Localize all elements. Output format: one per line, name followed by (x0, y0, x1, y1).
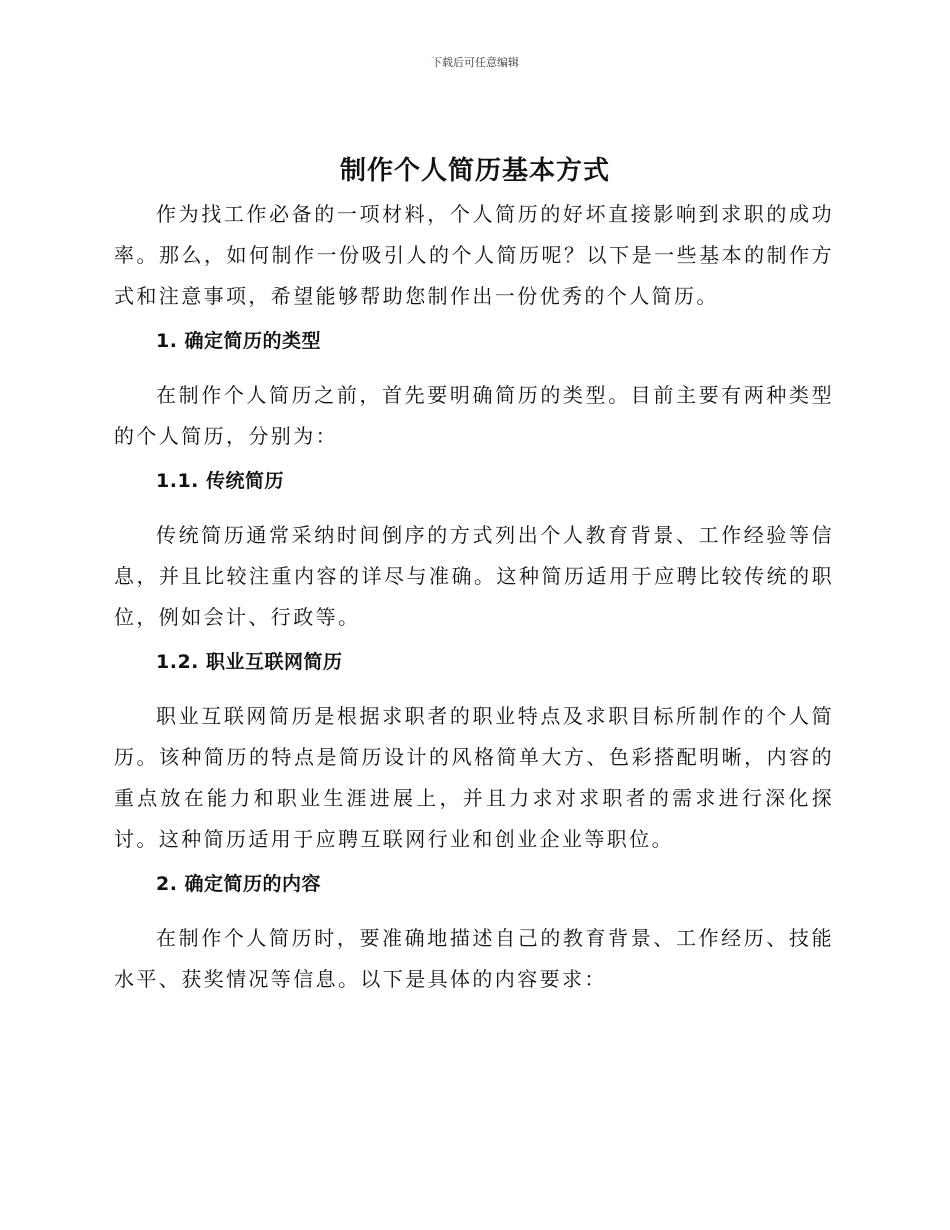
header-note: 下载后可任意编辑 (431, 56, 519, 69)
section-1-paragraph: 在制作个人简历之前，首先要明确简历的类型。目前主要有两种类型的个人简历，分别为： (114, 383, 834, 448)
section-2-paragraph: 在制作个人简历时，要准确地描述自己的教育背景、工作经历、技能水平、获奖情况等信息。以下是具体的内容要求： (114, 926, 834, 991)
section-1-heading: 1. 确定简历的类型 (156, 330, 322, 352)
intro-paragraph: 作为找工作必备的一项材料，个人简历的好坏直接影响到求职的成功率。那么，如何制作一份吸引人的个人简历呢？以下是一些基本的制作方式和注意事项，希望能够帮助您制作出一份优秀的个人简历。 (114, 202, 834, 308)
document-title: 制作个人简历基本方式 (339, 156, 610, 186)
section-1-2-heading: 1.2. 职业互联网简历 (156, 651, 343, 673)
section-1-1-heading: 1.1. 传统简历 (156, 470, 284, 492)
section-1-1-paragraph: 传统简历通常采纳时间倒序的方式列出个人教育背景、工作经验等信息，并且比较注重内容的详尽与准确。这种简历适用于应聘比较传统的职位，例如会计、行政等。 (114, 523, 834, 629)
document-body (114, 194, 834, 1009)
section-2-heading: 2. 确定简历的内容 (156, 873, 322, 895)
section-1-2-paragraph: 职业互联网简历是根据求职者的职业特点及求职目标所制作的个人简历。该种简历的特点是简历设计的风格简单大方、色彩搭配明晰，内容的重点放在能力和职业生涯进展上，并且力求对求职者的需求进行深化探讨。这种简历适用于应聘互联网行业和创业企业等职位。 (114, 704, 834, 851)
